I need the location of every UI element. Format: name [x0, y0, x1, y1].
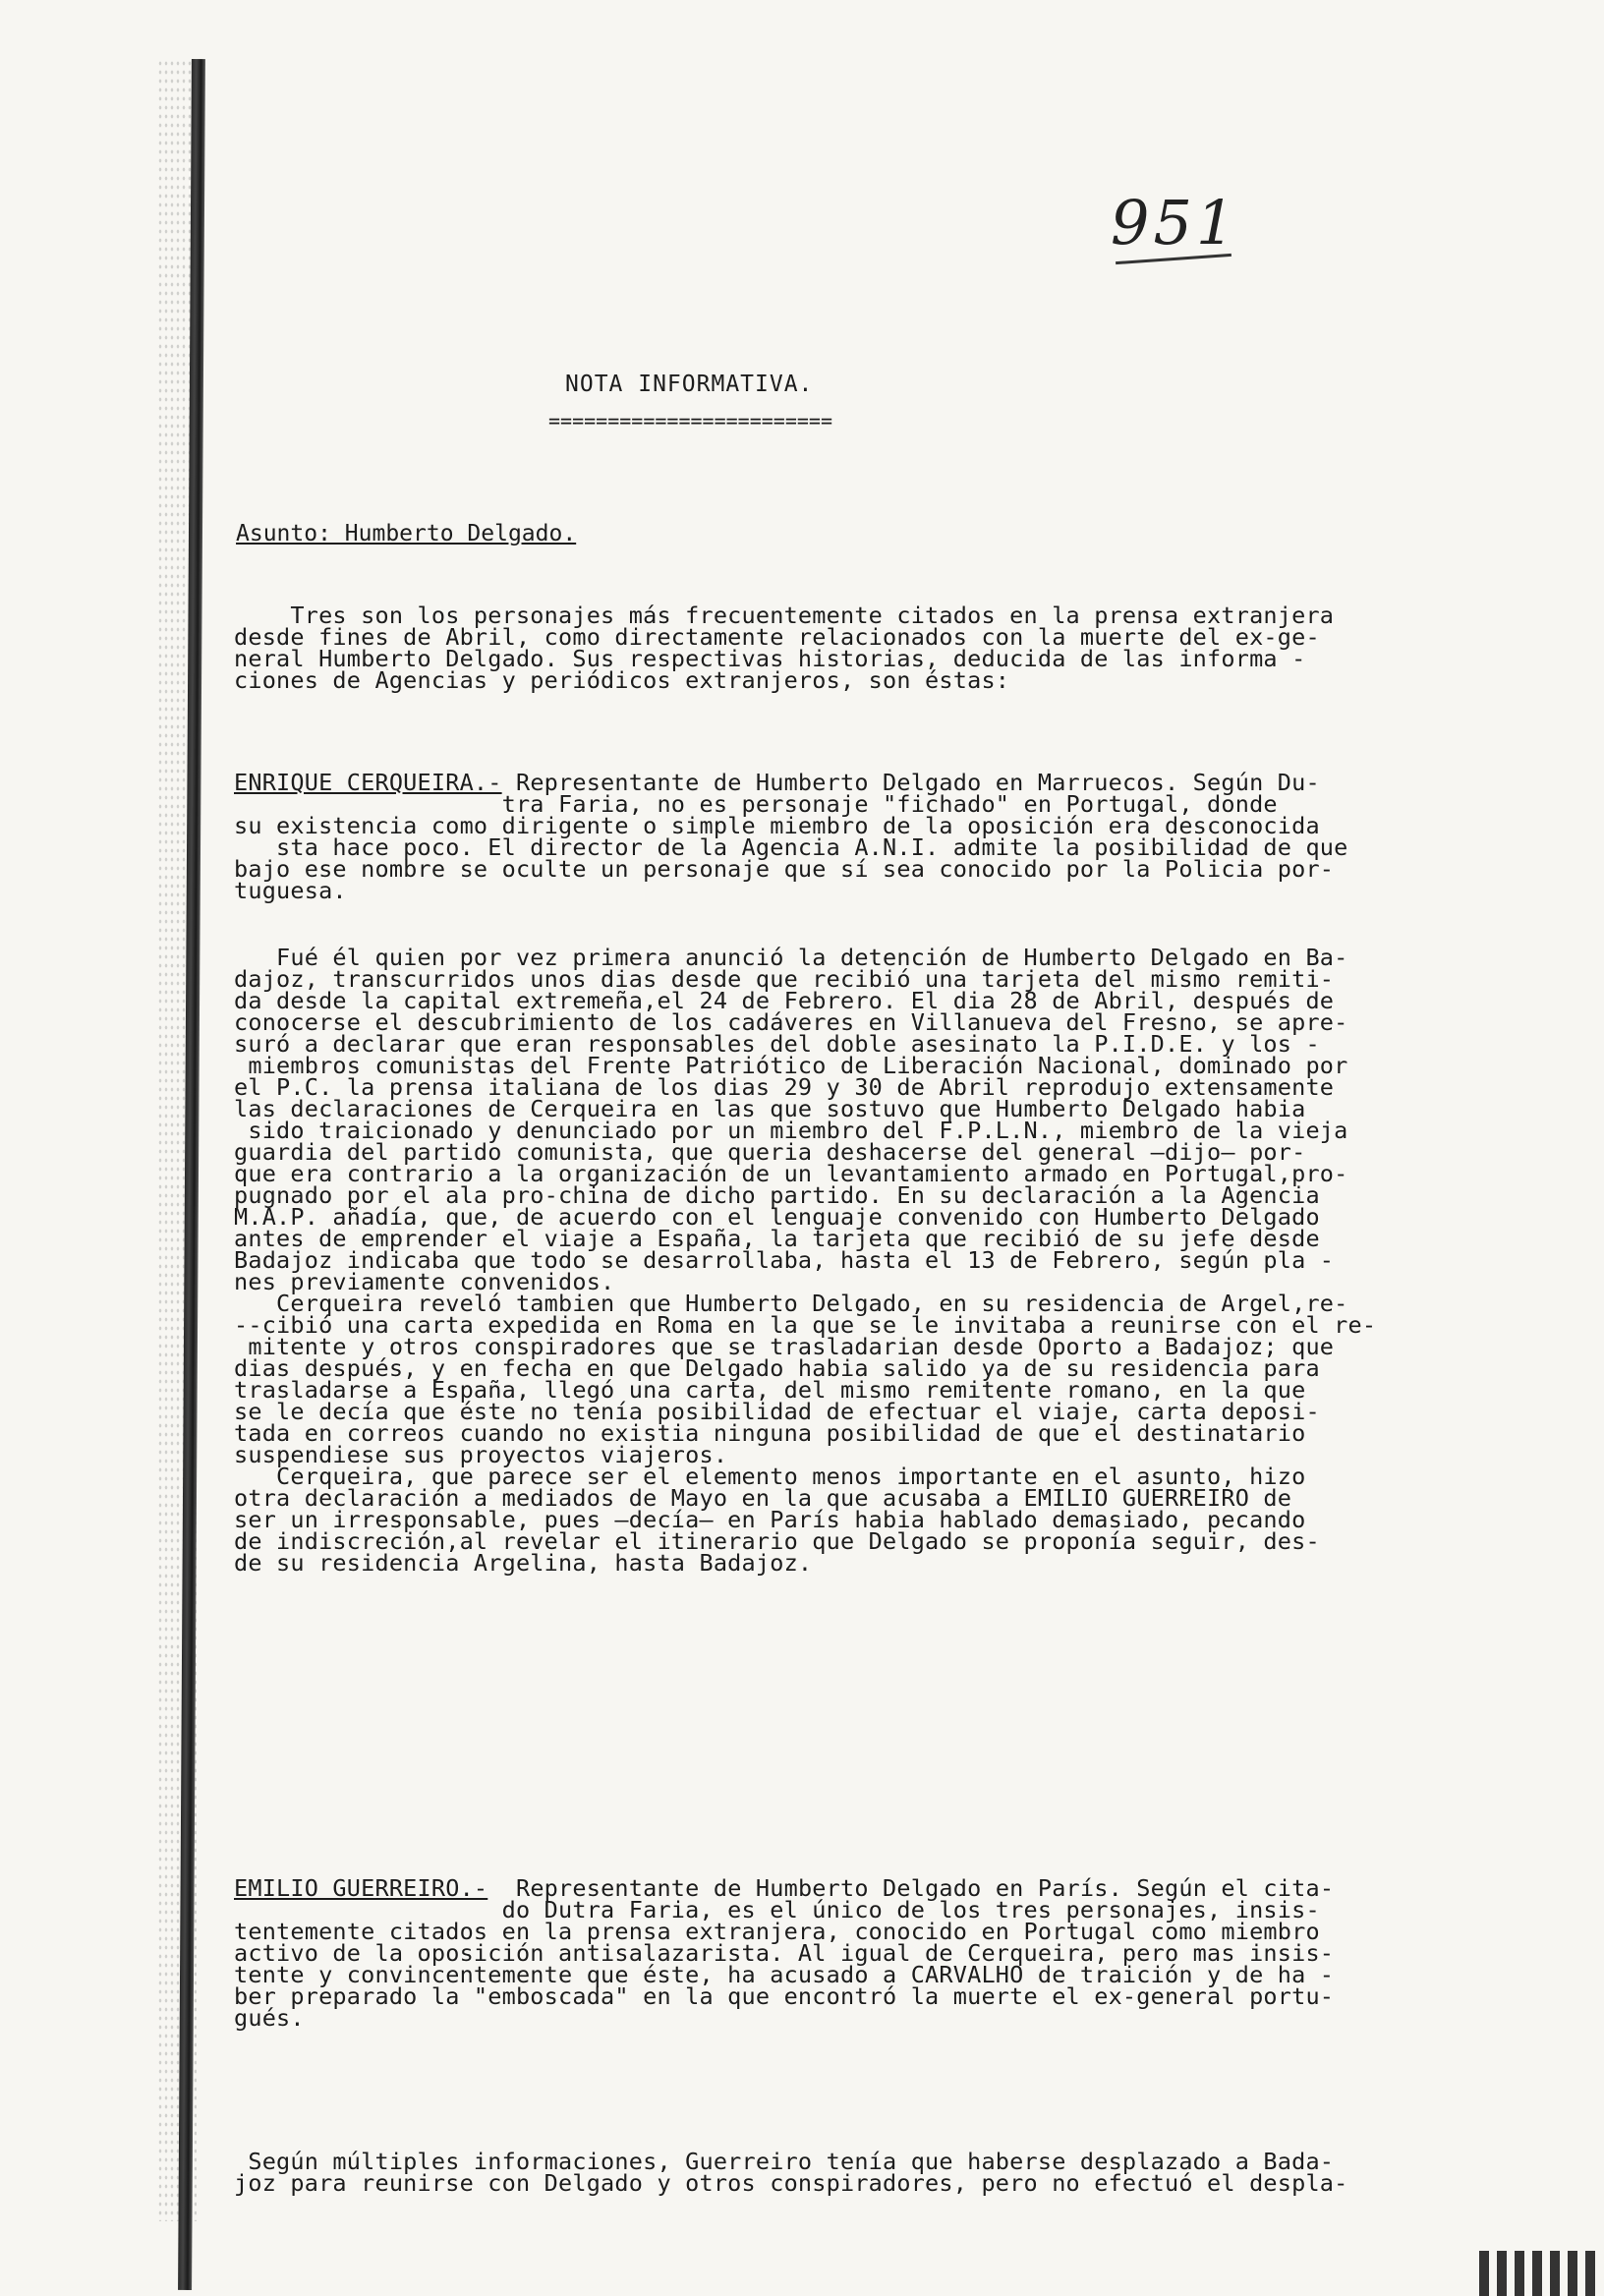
section-lead-text: Representante de Humberto Delgado en Marruecos. Según Du- tra Faria, no es personaje "fichado" en Portugal, donde su existencia como dirigente o simple miembro de la oposición era desconocida sta hace poco. El director de la Agencia A.N.I. admite la posibilidad de que bajo ese nombre se oculte un personaje que sí sea conocido por la Policia por- tuguesa.	[234, 769, 1348, 904]
subject-line: Asunto: Humberto Delgado.	[236, 521, 577, 546]
intro-paragraph: Tres son los personajes más frecuentemente citados en la prensa extranjera desde fines de Abril, como directamente relacionados con la muerte del ex-ge- neral Humberto Delgado. Sus respectivas historias, deducida de las informa - ciones de Agencias y periódicos extranjeros, son éstas:	[234, 602, 1335, 694]
document-title: NOTA INFORMATIVA.	[565, 372, 814, 397]
section-heading: EMILIO GUERREIRO.-	[234, 1874, 488, 1902]
section-lead	[234, 1874, 1472, 2032]
section-lead	[234, 769, 1472, 904]
scan-corner-mark	[1479, 2251, 1597, 2296]
section-body: Según múltiples informaciones, Guerreiro tenía que haberse desplazado a Bada- joz para reunirse con Delgado y otros conspiradores, pero no efectuó el despla-	[234, 2148, 1348, 2197]
section-heading: ENRIQUE CERQUEIRA.-	[234, 769, 502, 796]
folio-number: 951	[1111, 187, 1239, 258]
section-lead-text: Representante de Humberto Delgado en París. Según el cita- do Dutra Faria, es el único de los tres personajes, insis- tentemente citados en la prensa extranjera, conocido en Portugal como miembro activo de la oposición antisalazarista. Al igual de Cerqueira, pero mas insis- tente y convincentemente que éste, ha acusado a CARVALHO de traición y de ha - ber preparado la "emboscada" en la que encontró la muerte el ex-general portu- gués.	[234, 1874, 1335, 2032]
section-body: Fué él quien por vez primera anunció la detención de Humberto Delgado en Ba- dajoz, transcurridos unos dias desde que recibió una tarjeta del mismo remiti- da desde la capital extremeña,el 24 de Febrero. El dia 28 de Abril, después de conocerse el descubrimiento de los cadáveres en Villanueva del Fresno, se apre- suró a declarar que eran responsables del doble asesinato la P.I.D.E. y los - miembros comunistas del Frente Patriótico de Liberación Nacional, dominado por el P.C. la prensa italiana de los dias 29 y 30 de Abril reprodujo extensamente las declaraciones de Cerqueira en las que sostuvo que Humberto Delgado habia sido traicionado y denunciado por un miembro del F.P.L.N., miembro de la vieja guardia del partido comunista, que queria deshacerse del general —dijo— por- que era contrario a la organización de un levantamiento armado en Portugal,pro- pugnado por el ala pro-china de dicho partido. En su declaración a la Agencia M.A.P. añadía, que, de acuerdo con el lenguaje convenido con Humberto Delgado antes de emprender el viaje a España, la tarjeta que recibió de su jefe desde Badajoz indicaba que todo se desarrollaba, hasta el 13 de Febrero, según pla - nes previamente convenidos. Cerqueira reveló tambien que Humberto Delgado, en su residencia de Argel,re- --cibió una carta expedida en Roma en la que se le invitaba a reunirse con el re- mitente y otros conspiradores que se trasladarian desde Oporto a Badajoz; que dias después, y en fecha en que Delgado habia salido ya de su residencia para trasladarse a España, llegó una carta, del mismo remitente romano, en la que se le decía que éste no tenía posibilidad de efectuar el viaje, carta deposi- tada en correos cuando no existia ninguna posibilidad de que el destinatario suspendiese sus proyectos viajeros. Cerqueira, que parece ser el elemento menos importante en el asunto, hizo otra declaración a mediados de Mayo en la que acusaba a EMILIO GUERREIRO de ser un irresponsable, pues —decía— en París habia hablado demasiado, pecando de indiscreción,al revelar el itinerario que Delgado se proponía seguir, des- de su residencia Argelina, hasta Badajoz.	[234, 944, 1377, 1577]
title-rule: ========================	[548, 409, 832, 432]
